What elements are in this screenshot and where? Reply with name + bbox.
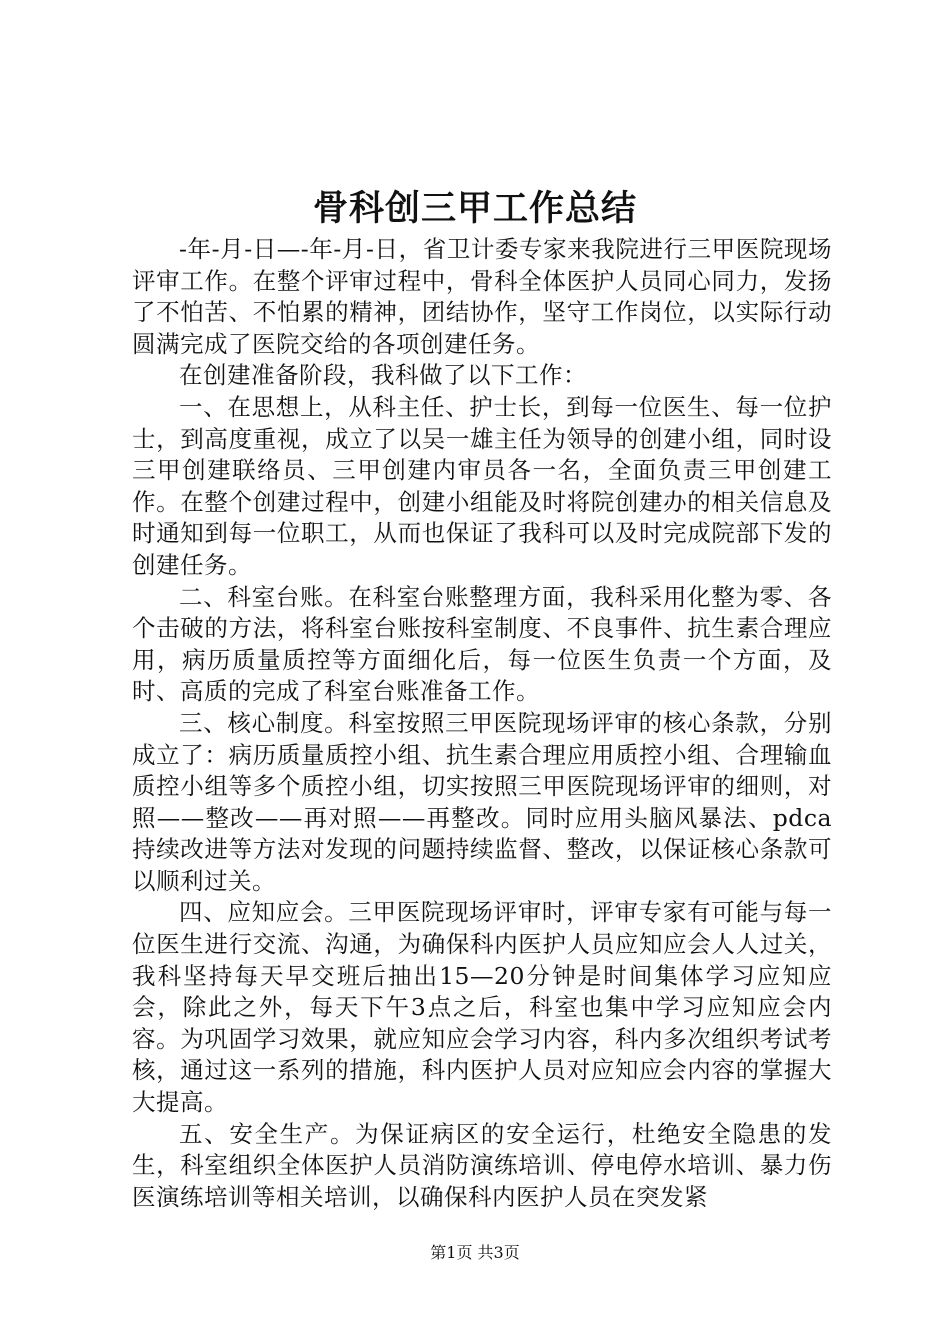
paragraph-preparation: 在创建准备阶段，我科做了以下工作： — [179, 361, 587, 390]
paragraph-core-system: 三、核心制度。科室按照三甲医院现场评审的核心条款，分别成立了：病历质量质控小组、抗生素合理应用质控小组、合理输血质控小组等多个质控小组，切实按照三甲医院现场评审的细则，对照——整改——再对照——再整改。同时应用头脑风暴法、pdca持续改进等方法对发现的问题持续监督、整改，以保证核心条款可以顺利过关。 — [132, 708, 832, 895]
paragraph-intro: -年-月-日—-年-月-日，省卫计委专家来我院进行三甲医院现场评审工作。在整个评审过程中，骨科全体医护人员同心同力，发扬了不怕苦、不怕累的精神，团结协作，坚守工作岗位，以实际行动圆满完成了医院交给的各项创建任务。 — [132, 235, 832, 358]
page-number: 第1页 共3页 — [430, 1243, 520, 1262]
document-body — [132, 234, 832, 1213]
paragraph-ledger: 二、科室台账。在科室台账整理方面，我科采用化整为零、各个击破的方法，将科室台账按科室制度、不良事件、抗生素合理应用，病历质量质控等方面细化后，每一位医生负责一个方面，及时、高质的完成了科室台账准备工作。 — [132, 582, 832, 706]
paragraph-safety: 五、安全生产。为保证病区的安全运行，杜绝安全隐患的发生，科室组织全体医护人员消防演练培训、停电停水培训、暴力伤医演练培训等相关培训，以确保科内医护人员在突发紧 — [132, 1119, 832, 1211]
paragraph-knowledge: 四、应知应会。三甲医院现场评审时，评审专家有可能与每一位医生进行交流、沟通，为确保科内医护人员应知应会人人过关，我科坚持每天早交班后抽出15—20分钟是时间集体学习应知应会，除此之外，每天下午3点之后，科室也集中学习应知应会内容。为巩固学习效果，就应知应会学习内容，科内多次组织考试考核，通过这一系列的措施，科内医护人员对应知应会内容的掌握大大提高。 — [132, 898, 832, 1117]
paragraph-thinking: 一、在思想上，从科主任、护士长，到每一位医生、每一位护士，到高度重视，成立了以吴一雄主任为领导的创建小组，同时设三甲创建联络员、三甲创建内审员各一名，全面负责三甲创建工作。在整个创建过程中，创建小组能及时将院创建办的相关信息及时通知到每一位职工，从而也保证了我科可以及时完成院部下发的创建任务。 — [132, 392, 832, 579]
document-title: 骨科创三甲工作总结 — [312, 188, 637, 229]
